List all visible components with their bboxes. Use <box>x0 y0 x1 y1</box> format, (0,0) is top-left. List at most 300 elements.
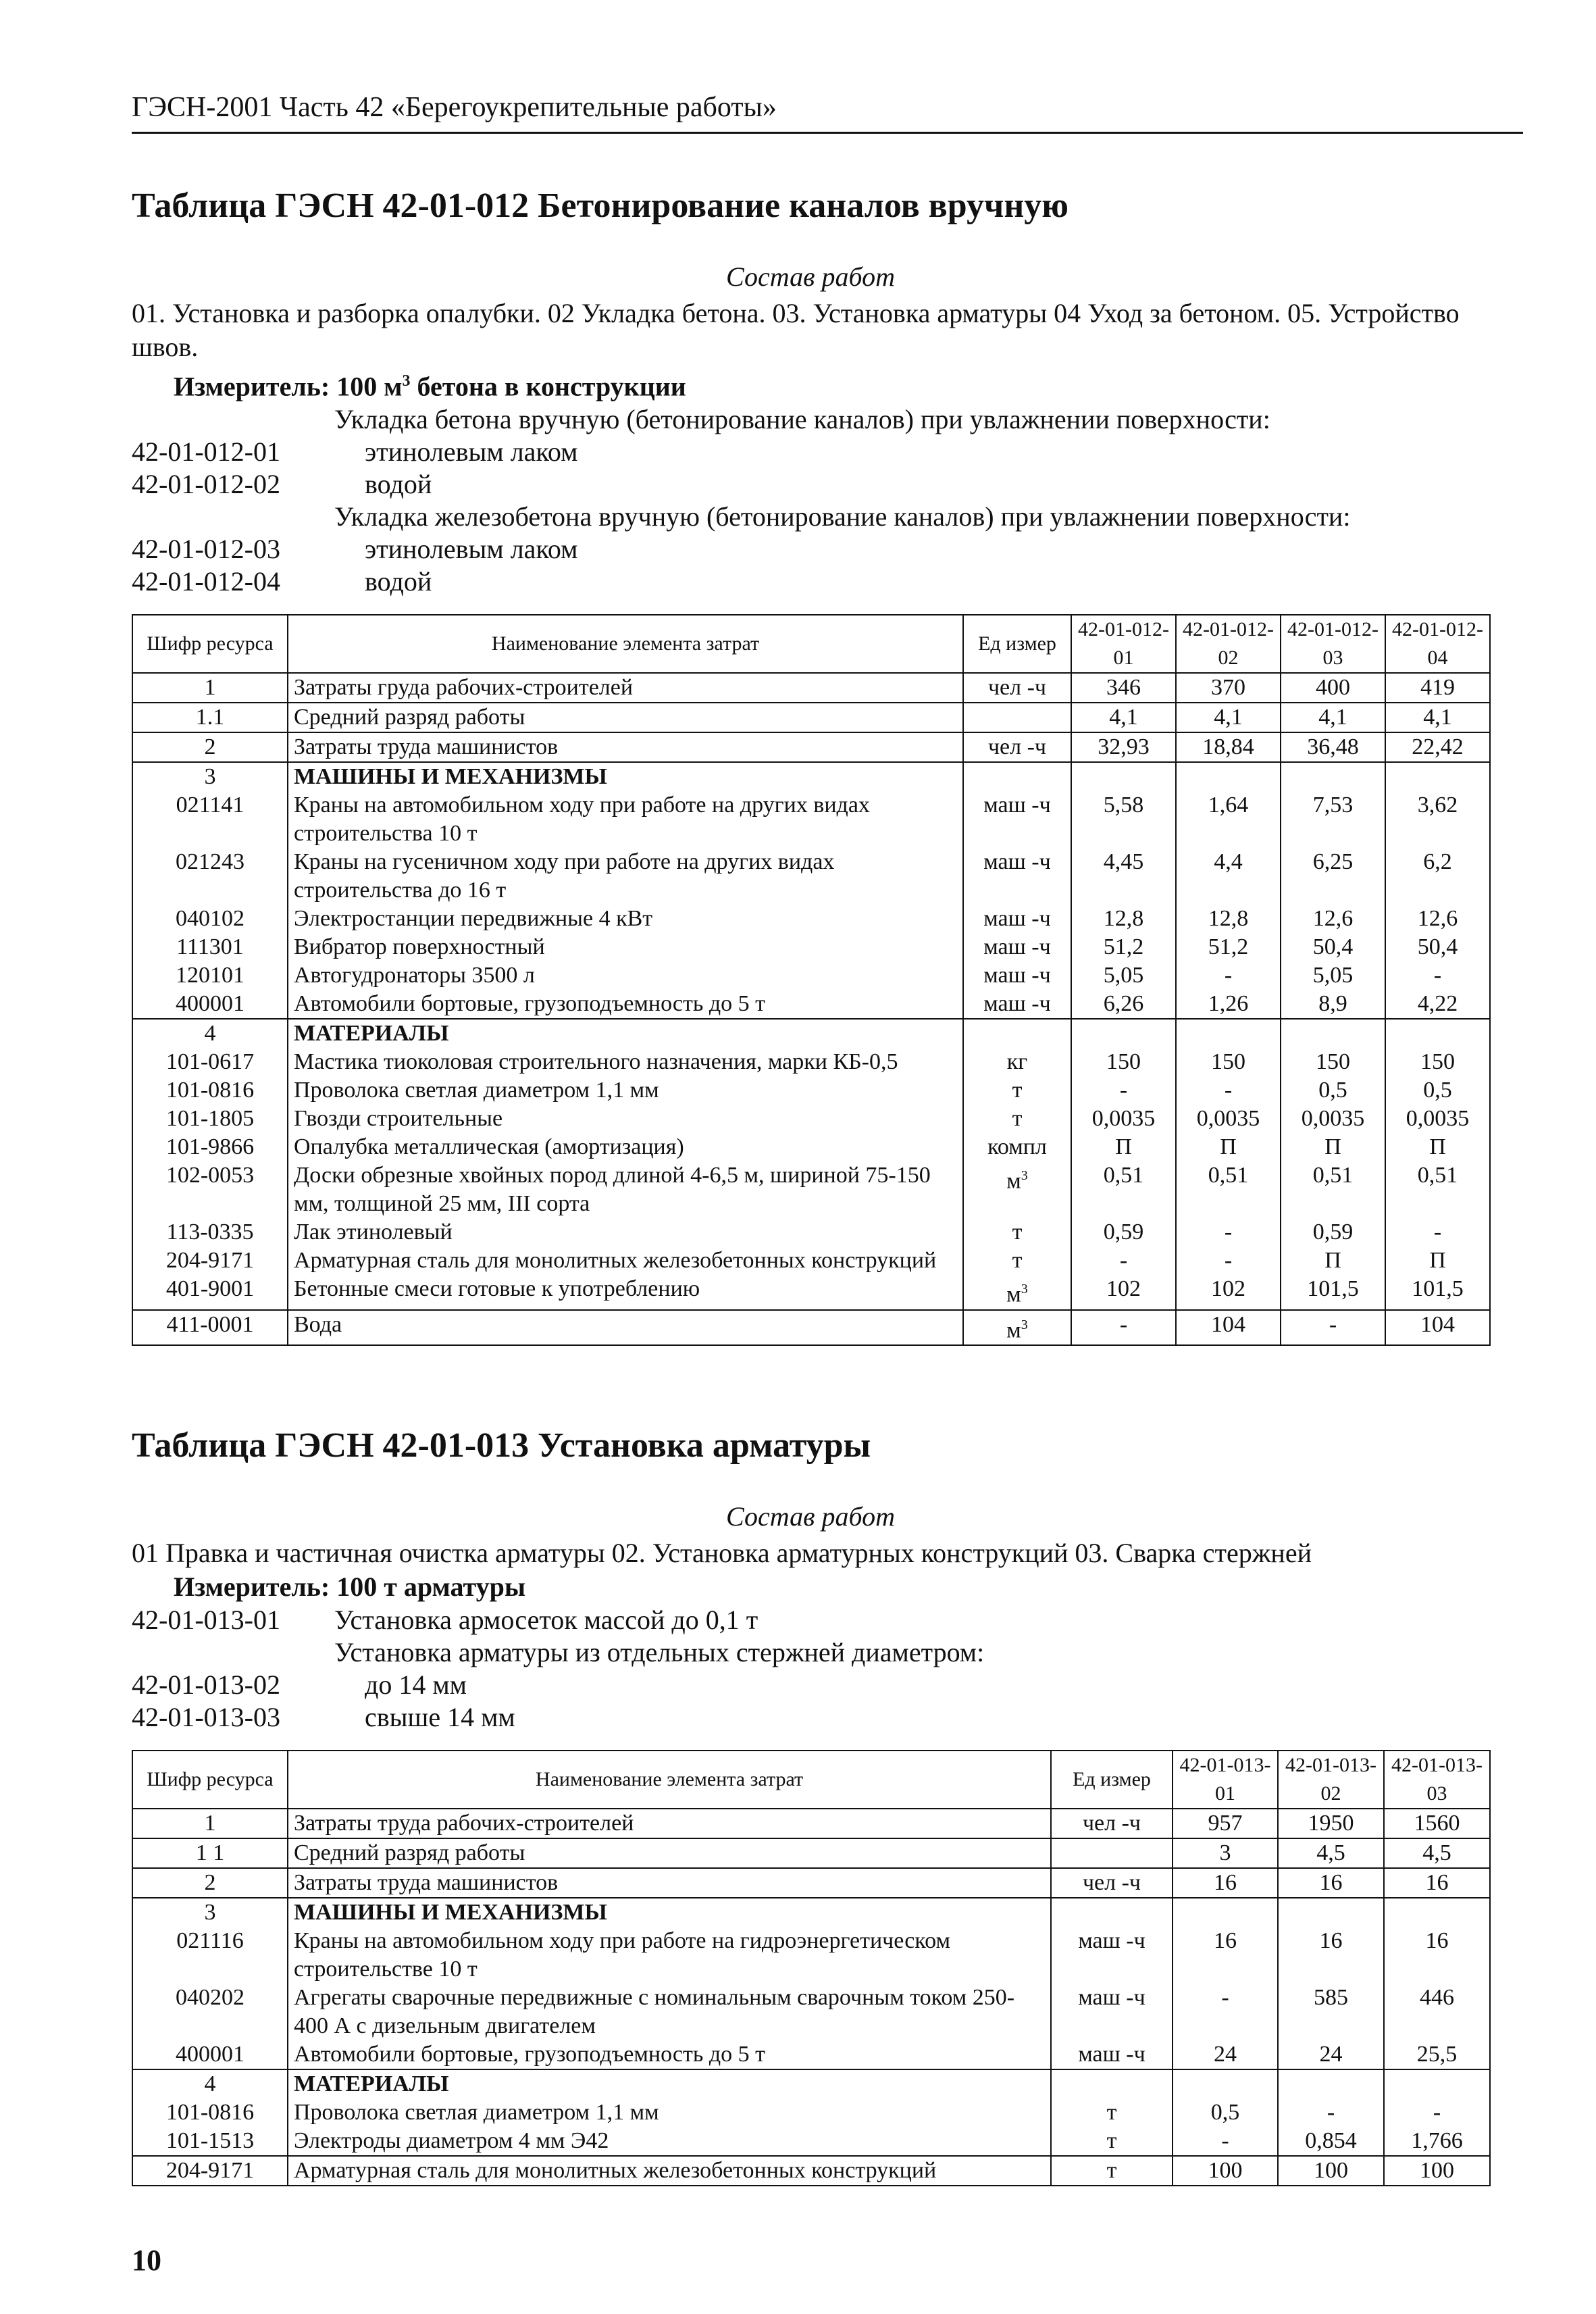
resource-value: 100 <box>1384 2156 1490 2186</box>
resource-value: 51,2 <box>1071 933 1176 961</box>
table-section-42-01-012 <box>132 186 1489 1346</box>
composition-text: 01. Установка и разборка опалубки. 02 Укладка бетона. 03. Установка арматуры 04 Уход за бетоном. 05. Устройство швов. <box>132 298 1460 362</box>
table-row <box>132 1048 1490 1076</box>
resource-value: 6,25 <box>1281 848 1385 905</box>
resource-code: 1 <box>132 673 288 703</box>
resource-unit: т <box>1051 2127 1173 2156</box>
resource-unit <box>963 762 1071 791</box>
table-row <box>132 1984 1490 2040</box>
column-header: 42-01-013-02 <box>1278 1751 1384 1809</box>
resource-name: Автомобили бортовые, грузоподъемность до 5 т <box>288 990 963 1019</box>
resource-value: 4,5 <box>1384 1838 1490 1868</box>
resource-value: 4,4 <box>1176 848 1281 905</box>
resource-value: 419 <box>1385 673 1490 703</box>
resource-value <box>1385 762 1490 791</box>
page-number: 10 <box>132 2244 161 2277</box>
variant-row <box>132 436 1489 468</box>
resource-value: 3 <box>1173 1838 1278 1868</box>
resource-code: 040102 <box>132 905 288 933</box>
resource-value: 0,0035 <box>1071 1105 1176 1133</box>
resource-name: Краны на автомобильном ходу при работе на других видах строительства 10 т <box>288 791 963 848</box>
resource-value: - <box>1385 961 1490 990</box>
resource-name: МАШИНЫ И МЕХАНИЗМЫ <box>288 762 963 791</box>
resource-unit: т <box>963 1247 1071 1275</box>
table-row <box>132 791 1490 848</box>
resource-code: 4 <box>132 1019 288 1048</box>
variant-code <box>132 1636 334 1669</box>
table-row <box>132 1809 1490 1838</box>
resource-name: Лак этинолевый <box>288 1218 963 1247</box>
resource-value: - <box>1071 1247 1176 1275</box>
variant-description: Установка армосеток массой до 0,1 т <box>334 1605 758 1635</box>
resource-name: Проволока светлая диаметром 1,1 мм <box>288 1076 963 1105</box>
variant-row <box>132 533 1489 565</box>
resource-value: 50,4 <box>1385 933 1490 961</box>
resource-table <box>132 614 1491 1346</box>
resource-value <box>1071 1019 1176 1048</box>
table-row <box>132 2069 1490 2098</box>
resource-name: Затраты труда машинистов <box>288 1868 1051 1898</box>
resource-code: 101-1805 <box>132 1105 288 1133</box>
measure-sup: 3 <box>402 372 411 390</box>
resource-value: 4,1 <box>1176 703 1281 732</box>
resource-unit: чел -ч <box>963 732 1071 762</box>
composition-title: Состав работ <box>726 1501 895 1532</box>
table-row <box>132 1076 1490 1105</box>
resource-unit: т <box>1051 2098 1173 2127</box>
variant-row <box>132 468 1489 501</box>
resource-name: Доски обрезные хвойных пород длиной 4-6,5 м, шириной 75-150 мм, толщиной 25 мм, III сорта <box>288 1161 963 1218</box>
variant-description: Установка арматуры из отдельных стержней диаметром: <box>334 1637 985 1667</box>
resource-name: Средний разряд работы <box>288 703 963 732</box>
resource-value: 104 <box>1385 1310 1490 1345</box>
table-row <box>132 673 1490 703</box>
resource-value: 0,0035 <box>1176 1105 1281 1133</box>
resource-name: Краны на гусеничном ходу при работе на других видах строительства до 16 т <box>288 848 963 905</box>
resource-value: 51,2 <box>1176 933 1281 961</box>
resource-code: 401-9001 <box>132 1275 288 1309</box>
resource-name: Вибратор поверхностный <box>288 933 963 961</box>
resource-unit: маш -ч <box>963 961 1071 990</box>
resource-value: 12,8 <box>1071 905 1176 933</box>
resource-value <box>1071 762 1176 791</box>
column-header: 42-01-012-01 <box>1071 615 1176 673</box>
resource-value: П <box>1385 1247 1490 1275</box>
column-header: Шифр ресурса <box>132 1751 288 1809</box>
resource-unit: т <box>963 1218 1071 1247</box>
column-header: 42-01-013-03 <box>1384 1751 1490 1809</box>
resource-value: 150 <box>1281 1048 1385 1076</box>
resource-code: 1.1 <box>132 703 288 732</box>
resource-unit: маш -ч <box>1051 1984 1173 2040</box>
resource-code: 3 <box>132 762 288 791</box>
table-row <box>132 1218 1490 1247</box>
resource-unit: компл <box>963 1133 1071 1161</box>
resource-name: Арматурная сталь для монолитных железобетонных конструкций <box>288 2156 1051 2186</box>
table-row <box>132 2040 1490 2069</box>
resource-value: 102 <box>1176 1275 1281 1309</box>
variant-code <box>132 403 334 436</box>
resource-value <box>1278 1898 1384 1927</box>
resource-value: 0,0035 <box>1385 1105 1490 1133</box>
resource-name: МАШИНЫ И МЕХАНИЗМЫ <box>288 1898 1051 1927</box>
resource-value: 0,5 <box>1385 1076 1490 1105</box>
resource-unit: маш -ч <box>963 791 1071 848</box>
resource-value: 957 <box>1173 1809 1278 1838</box>
table-title: Таблица ГЭСН 42-01-012 Бетонирование каналов вручную <box>132 186 1069 225</box>
resource-value: 5,58 <box>1071 791 1176 848</box>
resource-value: 0,0035 <box>1281 1105 1385 1133</box>
resource-code: 102-0053 <box>132 1161 288 1218</box>
resource-value: 12,6 <box>1385 905 1490 933</box>
resource-name: Краны на автомобильном ходу при работе на гидроэнергетическом строительстве 10 т <box>288 1927 1051 1984</box>
table-row <box>132 703 1490 732</box>
measure-label: Измеритель: <box>174 371 330 402</box>
resource-value: 16 <box>1173 1927 1278 1984</box>
resource-value: 101,5 <box>1385 1275 1490 1309</box>
table-row <box>132 1247 1490 1275</box>
resource-value: 6,26 <box>1071 990 1176 1019</box>
resource-unit: кг <box>963 1048 1071 1076</box>
resource-code: 101-1513 <box>132 2127 288 2156</box>
variant-description: водой <box>365 469 432 500</box>
measure-line <box>174 1570 1489 1604</box>
table-section-42-01-013 <box>132 1426 1489 2186</box>
resource-value: 446 <box>1384 1984 1490 2040</box>
resource-value: 12,8 <box>1176 905 1281 933</box>
table-header-row <box>132 1751 1490 1809</box>
resource-value: 4,5 <box>1278 1838 1384 1868</box>
variant-description: свыше 14 мм <box>365 1702 515 1732</box>
table-row <box>132 2156 1490 2186</box>
resource-unit: т <box>963 1076 1071 1105</box>
variant-code: 42-01-013-02 <box>132 1669 280 1700</box>
resource-unit: чел -ч <box>963 673 1071 703</box>
resource-value: - <box>1278 2098 1384 2127</box>
resource-value: 0,51 <box>1385 1161 1490 1218</box>
variant-code <box>132 501 334 533</box>
resource-code: 1 1 <box>132 1838 288 1868</box>
variant-description: водой <box>365 566 432 597</box>
variant-description: Укладка бетона вручную (бетонирование каналов) при увлажнении поверхности: <box>334 404 1270 435</box>
resource-value: 50,4 <box>1281 933 1385 961</box>
table-row <box>132 933 1490 961</box>
resource-unit: т <box>963 1105 1071 1133</box>
resource-code: 101-9866 <box>132 1133 288 1161</box>
resource-value: 150 <box>1071 1048 1176 1076</box>
resource-value: 32,93 <box>1071 732 1176 762</box>
variant-row <box>132 1636 1489 1669</box>
resource-value: 100 <box>1173 2156 1278 2186</box>
resource-value: - <box>1071 1310 1176 1345</box>
resource-code: 3 <box>132 1898 288 1927</box>
resource-value: 16 <box>1278 1868 1384 1898</box>
resource-value: 1560 <box>1384 1809 1490 1838</box>
resource-value: 0,59 <box>1281 1218 1385 1247</box>
table-row <box>132 990 1490 1019</box>
resource-value: - <box>1173 1984 1278 2040</box>
resource-value: - <box>1071 1076 1176 1105</box>
resource-unit: чел -ч <box>1051 1809 1173 1838</box>
resource-code: 411-0001 <box>132 1310 288 1345</box>
resource-value: 370 <box>1176 673 1281 703</box>
variant-description: до 14 мм <box>365 1669 467 1700</box>
measure-value: 100 т арматуры <box>336 1571 526 1602</box>
resource-value: П <box>1176 1133 1281 1161</box>
resource-name: Затраты труда рабочих-строителей <box>288 1809 1051 1838</box>
resource-value <box>1176 1019 1281 1048</box>
resource-value: 101,5 <box>1281 1275 1385 1309</box>
resource-value: 8,9 <box>1281 990 1385 1019</box>
resource-value: 4,45 <box>1071 848 1176 905</box>
resource-code: 120101 <box>132 961 288 990</box>
variant-row <box>132 1604 1489 1636</box>
resource-name: Затраты груда рабочих-строителей <box>288 673 963 703</box>
variant-row <box>132 1701 1489 1734</box>
resource-unit: $м^3$ <box>963 1161 1071 1218</box>
resource-value: 0,5 <box>1173 2098 1278 2127</box>
resource-value: 5,05 <box>1071 961 1176 990</box>
resource-name: Опалубка металлическая (амортизация) <box>288 1133 963 1161</box>
composition-text: 01 Правка и частичная очистка арматуры 02. Установка арматурных конструкций 03. Сварка стержней <box>132 1538 1312 1568</box>
resource-code: 400001 <box>132 2040 288 2069</box>
resource-name: Электростанции передвижные 4 кВт <box>288 905 963 933</box>
resource-value <box>1173 1898 1278 1927</box>
resource-code: 101-0617 <box>132 1048 288 1076</box>
variant-row <box>132 501 1489 533</box>
resource-value <box>1278 2069 1384 2098</box>
variant-code: 42-01-013-01 <box>132 1605 280 1635</box>
variant-description: этинолевым лаком <box>365 534 578 565</box>
resource-value: - <box>1176 1076 1281 1105</box>
resource-value: 22,42 <box>1385 732 1490 762</box>
measure-label: Измеритель: <box>174 1571 330 1602</box>
variant-row <box>132 1669 1489 1701</box>
resource-value: 400 <box>1281 673 1385 703</box>
composition-title: Состав работ <box>726 261 895 292</box>
resource-code: 1 <box>132 1809 288 1838</box>
resource-value: 3,62 <box>1385 791 1490 848</box>
resource-value: 0,51 <box>1071 1161 1176 1218</box>
resource-unit: маш -ч <box>1051 2040 1173 2069</box>
resource-value: 346 <box>1071 673 1176 703</box>
resource-value: - <box>1384 2098 1490 2127</box>
resource-value: 6,2 <box>1385 848 1490 905</box>
resource-unit: маш -ч <box>963 848 1071 905</box>
resource-name: Автомобили бортовые, грузоподъемность до 5 т <box>288 2040 1051 2069</box>
resource-unit <box>1051 1898 1173 1927</box>
resource-unit: маш -ч <box>1051 1927 1173 1984</box>
resource-value: - <box>1176 1247 1281 1275</box>
resource-code: 111301 <box>132 933 288 961</box>
resource-code: 101-0816 <box>132 2098 288 2127</box>
resource-value <box>1384 1898 1490 1927</box>
table-row <box>132 1105 1490 1133</box>
resource-value: - <box>1281 1310 1385 1345</box>
resource-name: Мастика тиоколовая строительного назначения, марки КБ-0,5 <box>288 1048 963 1076</box>
resource-value: 102 <box>1071 1275 1176 1309</box>
resource-value: 0,51 <box>1176 1161 1281 1218</box>
table-row <box>132 1927 1490 1984</box>
table-row <box>132 905 1490 933</box>
measure-value: 100 м <box>336 371 403 402</box>
column-header: Ед измер <box>963 615 1071 673</box>
resource-unit <box>963 1019 1071 1048</box>
resource-name: Затраты труда машинистов <box>288 732 963 762</box>
resource-value <box>1281 762 1385 791</box>
resource-value: 18,84 <box>1176 732 1281 762</box>
table-row <box>132 1310 1490 1345</box>
resource-value: - <box>1176 961 1281 990</box>
variant-row <box>132 565 1489 598</box>
table-header-row <box>132 615 1490 673</box>
column-header: Наименование элемента затрат <box>288 1751 1051 1809</box>
table-row <box>132 1868 1490 1898</box>
variant-code: 42-01-012-01 <box>132 436 280 468</box>
resource-value: П <box>1281 1247 1385 1275</box>
resource-unit: $м^3$ <box>963 1275 1071 1309</box>
resource-unit <box>963 703 1071 732</box>
variant-code: 42-01-012-04 <box>132 566 280 597</box>
resource-value: 16 <box>1384 1868 1490 1898</box>
variant-code: 42-01-012-03 <box>132 534 280 565</box>
resource-value: 25,5 <box>1384 2040 1490 2069</box>
resource-value <box>1385 1019 1490 1048</box>
table-row <box>132 848 1490 905</box>
resource-unit: маш -ч <box>963 905 1071 933</box>
resource-value: - <box>1176 1218 1281 1247</box>
resource-value: 0,51 <box>1281 1161 1385 1218</box>
table-title: Таблица ГЭСН 42-01-013 Установка арматуры <box>132 1426 871 1465</box>
resource-value <box>1384 2069 1490 2098</box>
resource-name: Вода <box>288 1310 963 1345</box>
resource-value <box>1173 2069 1278 2098</box>
resource-name: Арматурная сталь для монолитных железобетонных конструкций <box>288 1247 963 1275</box>
resource-value: 16 <box>1278 1927 1384 1984</box>
resource-value: 24 <box>1173 2040 1278 2069</box>
column-header: Наименование элемента затрат <box>288 615 963 673</box>
variant-description: Укладка железобетона вручную (бетонирование каналов) при увлажнении поверхности: <box>334 501 1351 532</box>
resource-value: 4,1 <box>1385 703 1490 732</box>
resource-value: 100 <box>1278 2156 1384 2186</box>
resource-name: Гвозди строительные <box>288 1105 963 1133</box>
column-header: 42-01-012-03 <box>1281 615 1385 673</box>
resource-value: 585 <box>1278 1984 1384 2040</box>
resource-value: 104 <box>1176 1310 1281 1345</box>
resource-table <box>132 1750 1491 2186</box>
resource-value: 150 <box>1385 1048 1490 1076</box>
resource-value: 0,5 <box>1281 1076 1385 1105</box>
resource-code: 204-9171 <box>132 2156 288 2186</box>
variant-row <box>132 403 1489 436</box>
resource-code: 021243 <box>132 848 288 905</box>
table-row <box>132 1019 1490 1048</box>
resource-value: 4,1 <box>1071 703 1176 732</box>
resource-value: 16 <box>1384 1927 1490 1984</box>
resource-code: 040202 <box>132 1984 288 2040</box>
resource-name: МАТЕРИАЛЫ <box>288 2069 1051 2098</box>
resource-value: 1950 <box>1278 1809 1384 1838</box>
resource-value: П <box>1385 1133 1490 1161</box>
resource-unit: маш -ч <box>963 990 1071 1019</box>
resource-value: 150 <box>1176 1048 1281 1076</box>
resource-code: 2 <box>132 732 288 762</box>
column-header: 42-01-013-01 <box>1173 1751 1278 1809</box>
resource-code: 400001 <box>132 990 288 1019</box>
resource-name: Проволока светлая диаметром 1,1 мм <box>288 2098 1051 2127</box>
resource-name: Электроды диаметром 4 мм Э42 <box>288 2127 1051 2156</box>
measure-tail: бетона в конструкции <box>410 371 686 402</box>
resource-value: 36,48 <box>1281 732 1385 762</box>
resource-value: 16 <box>1173 1868 1278 1898</box>
resource-value <box>1281 1019 1385 1048</box>
resource-value: 1,766 <box>1384 2127 1490 2156</box>
table-row <box>132 1275 1490 1309</box>
column-header: 42-01-012-02 <box>1176 615 1281 673</box>
resource-name: Агрегаты сварочные передвижные с номинальным сварочным током 250-400 А с дизельным двигателем <box>288 1984 1051 2040</box>
resource-value: 7,53 <box>1281 791 1385 848</box>
resource-value: 4,22 <box>1385 990 1490 1019</box>
table-row <box>132 1838 1490 1868</box>
resource-value: 1,26 <box>1176 990 1281 1019</box>
column-header: Шифр ресурса <box>132 615 288 673</box>
resource-value: П <box>1281 1133 1385 1161</box>
resource-code: 2 <box>132 1868 288 1898</box>
table-row <box>132 732 1490 762</box>
table-row <box>132 1133 1490 1161</box>
resource-code: 4 <box>132 2069 288 2098</box>
table-row <box>132 2098 1490 2127</box>
table-row <box>132 1898 1490 1927</box>
resource-value <box>1176 762 1281 791</box>
resource-value: - <box>1173 2127 1278 2156</box>
resource-code: 113-0335 <box>132 1218 288 1247</box>
variant-list <box>132 403 1489 598</box>
resource-value: 4,1 <box>1281 703 1385 732</box>
resource-name: Бетонные смеси готовые к употреблению <box>288 1275 963 1309</box>
table-row <box>132 1161 1490 1218</box>
column-header: 42-01-012-04 <box>1385 615 1490 673</box>
resource-code: 021116 <box>132 1927 288 1984</box>
resource-unit: маш -ч <box>963 933 1071 961</box>
resource-value: 1,64 <box>1176 791 1281 848</box>
resource-code: 204-9171 <box>132 1247 288 1275</box>
variant-code: 42-01-012-02 <box>132 469 280 500</box>
table-row <box>132 762 1490 791</box>
resource-unit: $м^3$ <box>963 1310 1071 1345</box>
table-row <box>132 2127 1490 2156</box>
resource-name: МАТЕРИАЛЫ <box>288 1019 963 1048</box>
resource-value: 12,6 <box>1281 905 1385 933</box>
resource-code: 021141 <box>132 791 288 848</box>
resource-value: 0,59 <box>1071 1218 1176 1247</box>
resource-value: 24 <box>1278 2040 1384 2069</box>
resource-unit <box>1051 2069 1173 2098</box>
measure-line <box>174 364 1489 403</box>
resource-unit: т <box>1051 2156 1173 2186</box>
column-header: Ед измер <box>1051 1751 1173 1809</box>
resource-name: Автогудронаторы 3500 л <box>288 961 963 990</box>
resource-code: 101-0816 <box>132 1076 288 1105</box>
resource-value: 0,854 <box>1278 2127 1384 2156</box>
resource-unit <box>1051 1838 1173 1868</box>
resource-unit: чел -ч <box>1051 1868 1173 1898</box>
resource-value: П <box>1071 1133 1176 1161</box>
variant-code: 42-01-013-03 <box>132 1702 280 1732</box>
variant-description: этинолевым лаком <box>365 436 578 468</box>
table-row <box>132 961 1490 990</box>
running-header: ГЭСН-2001 Часть 42 «Берегоукрепительные работы» <box>132 91 1523 134</box>
